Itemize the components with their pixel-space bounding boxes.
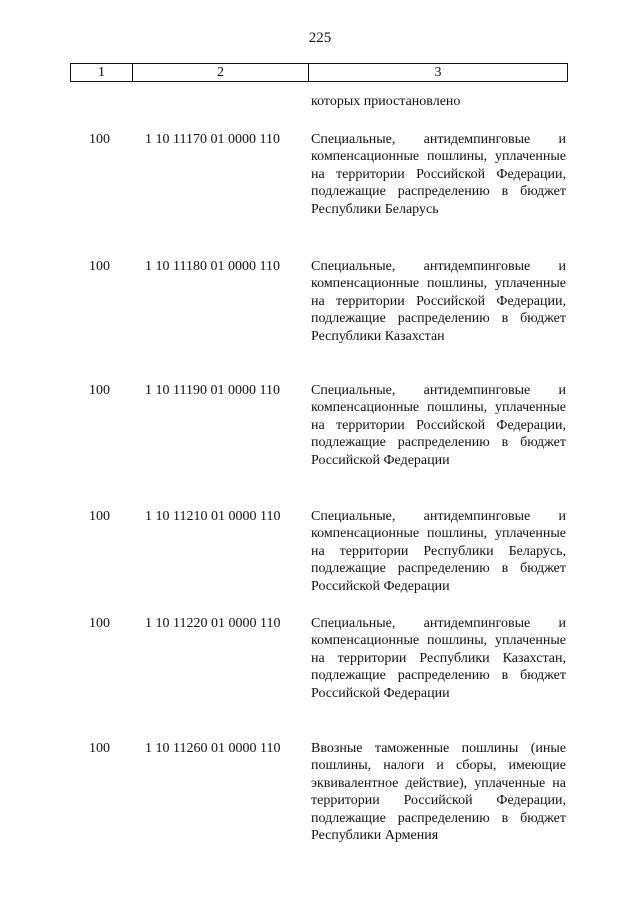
budget-classification-code: 1 10 11190 01 0000 110: [145, 383, 280, 398]
admin-code: 100: [89, 259, 110, 274]
header-col-2: 2: [133, 64, 309, 81]
budget-classification-code: 1 10 11180 01 0000 110: [145, 259, 280, 274]
budget-classification-code: 1 10 11170 01 0000 110: [145, 132, 280, 147]
revenue-description: Специальные, антидемпинговые и компенсационные пошлины, уплаченные на территории Российской Федерации, подлежащие распределению в бюджет Республики Беларусь: [311, 132, 566, 217]
page-number: 225: [308, 30, 332, 46]
revenue-description: Специальные, антидемпинговые и компенсационные пошлины, уплаченные на территории Российской Федерации, подлежащие распределению в бюджет Российской Федерации: [311, 383, 566, 468]
admin-code: 100: [89, 616, 110, 631]
admin-code: 100: [89, 741, 110, 756]
admin-code: 100: [89, 383, 110, 398]
header-col-1: 1: [71, 64, 133, 81]
revenue-description: Специальные, антидемпинговые и компенсационные пошлины, уплаченные на территории Республики Беларусь, подлежащие распределению в бюджет Российской Федерации: [311, 509, 566, 594]
revenue-description: Специальные, антидемпинговые и компенсационные пошлины, уплаченные на территории Республики Казахстан, подлежащие распределению в бюджет Российской Федерации: [311, 616, 566, 701]
table-header: [70, 63, 568, 82]
revenue-description: Специальные, антидемпинговые и компенсационные пошлины, уплаченные на территории Российской Федерации, подлежащие распределению в бюджет Республики Казахстан: [311, 259, 566, 344]
admin-code: 100: [89, 132, 110, 147]
continuation-text: которых приостановлено: [311, 94, 461, 109]
budget-classification-code: 1 10 11210 01 0000 110: [145, 509, 281, 524]
revenue-description: Ввозные таможенные пошлины (иные пошлины, налоги и сборы, имеющие эквивалентное действие), уплаченные на территории Российской Федерации, подлежащие распределению в бюджет Республики Армения: [311, 741, 566, 844]
header-col-3: 3: [434, 65, 442, 80]
admin-code: 100: [89, 509, 110, 524]
budget-classification-code: 1 10 11260 01 0000 110: [145, 741, 281, 756]
budget-classification-code: 1 10 11220 01 0000 110: [145, 616, 281, 631]
